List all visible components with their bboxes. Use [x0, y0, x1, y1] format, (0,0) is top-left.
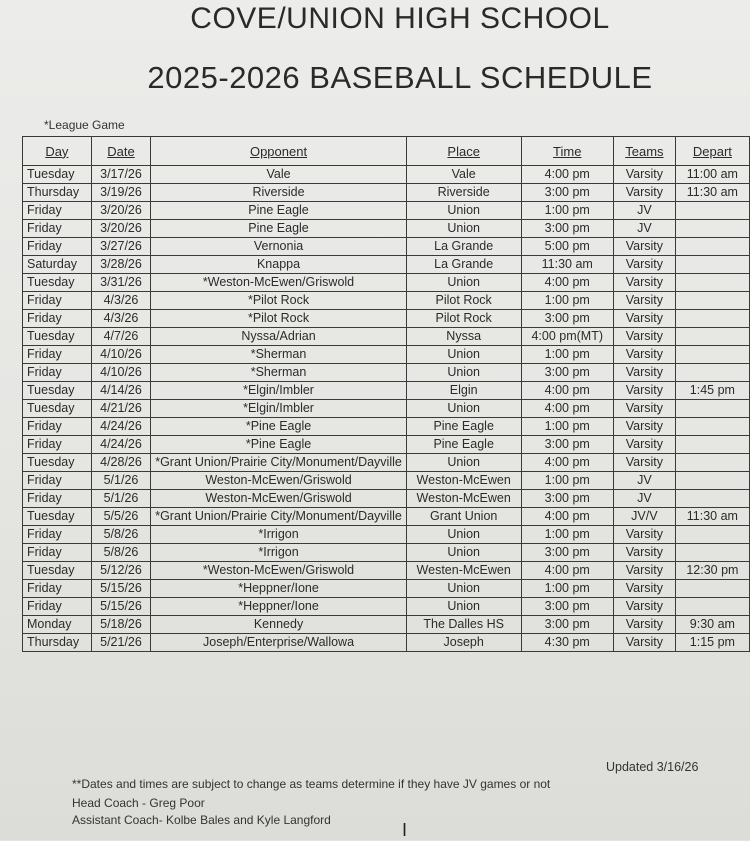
cell-teams: Varsity — [614, 526, 676, 544]
table-row — [23, 202, 750, 220]
head-coach: Head Coach - Greg Poor — [72, 796, 205, 810]
cell-place: Union — [406, 364, 521, 382]
cell-day: Tuesday — [23, 400, 92, 418]
table-row — [23, 328, 750, 346]
cell-time: 3:00 pm — [521, 184, 614, 202]
cell-time: 1:00 pm — [521, 526, 614, 544]
cell-place: Riverside — [406, 184, 521, 202]
cell-teams: Varsity — [614, 274, 676, 292]
cell-date: 4/3/26 — [91, 292, 150, 310]
cell-teams: Varsity — [614, 292, 676, 310]
cell-date: 5/5/26 — [91, 508, 150, 526]
cell-day: Friday — [23, 580, 92, 598]
cell-time: 3:00 pm — [521, 616, 614, 634]
cell-opponent: Knappa — [151, 256, 407, 274]
cell-depart — [675, 580, 749, 598]
cell-time: 3:00 pm — [521, 544, 614, 562]
cell-date: 5/1/26 — [91, 490, 150, 508]
cell-date: 4/7/26 — [91, 328, 150, 346]
cell-date: 3/31/26 — [91, 274, 150, 292]
cell-depart: 11:30 am — [675, 508, 749, 526]
cell-place: Union — [406, 202, 521, 220]
cell-day: Friday — [23, 418, 92, 436]
cell-day: Friday — [23, 238, 92, 256]
table-row — [23, 256, 750, 274]
cell-time: 1:00 pm — [521, 202, 614, 220]
text-cursor-icon: I — [402, 820, 408, 840]
cell-day: Tuesday — [23, 508, 92, 526]
cell-date: 4/10/26 — [91, 364, 150, 382]
cell-place: Westen-McEwen — [406, 562, 521, 580]
cell-depart — [675, 256, 749, 274]
cell-opponent: *Elgin/Imbler — [151, 382, 407, 400]
cell-time: 3:00 pm — [521, 310, 614, 328]
cell-date: 3/20/26 — [91, 220, 150, 238]
school-title: COVE/UNION HIGH SCHOOL — [190, 2, 610, 35]
cell-opponent: *Grant Union/Prairie City/Monument/Dayville — [151, 454, 407, 472]
cell-place: Union — [406, 598, 521, 616]
cell-teams: Varsity — [614, 310, 676, 328]
cell-teams: Varsity — [614, 634, 676, 652]
table-row — [23, 292, 750, 310]
cell-day: Friday — [23, 598, 92, 616]
cell-date: 5/1/26 — [91, 472, 150, 490]
cell-date: 4/10/26 — [91, 346, 150, 364]
cell-time: 11:30 am — [521, 256, 614, 274]
cell-opponent: *Heppner/Ione — [151, 580, 407, 598]
cell-time: 4:00 pm(MT) — [521, 328, 614, 346]
table-row — [23, 526, 750, 544]
cell-depart: 9:30 am — [675, 616, 749, 634]
cell-teams: JV — [614, 472, 676, 490]
cell-time: 4:00 pm — [521, 166, 614, 184]
cell-teams: Varsity — [614, 328, 676, 346]
cell-date: 3/27/26 — [91, 238, 150, 256]
cell-place: Weston-McEwen — [406, 472, 521, 490]
cell-time: 1:00 pm — [521, 472, 614, 490]
cell-place: Elgin — [406, 382, 521, 400]
cell-teams: Varsity — [614, 364, 676, 382]
cell-place: Joseph — [406, 634, 521, 652]
table-header-row — [23, 137, 750, 166]
table-row — [23, 598, 750, 616]
cell-place: Union — [406, 580, 521, 598]
cell-opponent: Vale — [151, 166, 407, 184]
cell-opponent: *Weston-McEwen/Griswold — [151, 274, 407, 292]
cell-teams: Varsity — [614, 400, 676, 418]
table-row — [23, 544, 750, 562]
cell-depart — [675, 238, 749, 256]
cell-place: Grant Union — [406, 508, 521, 526]
cell-depart — [675, 328, 749, 346]
cell-depart: 12:30 pm — [675, 562, 749, 580]
cell-teams: Varsity — [614, 382, 676, 400]
table-row — [23, 220, 750, 238]
cell-date: 5/18/26 — [91, 616, 150, 634]
cell-day: Tuesday — [23, 328, 92, 346]
col-header-teams: Teams — [614, 137, 676, 166]
cell-time: 4:00 pm — [521, 454, 614, 472]
table-row — [23, 364, 750, 382]
cell-depart — [675, 418, 749, 436]
cell-day: Friday — [23, 526, 92, 544]
table-row — [23, 274, 750, 292]
cell-date: 4/3/26 — [91, 310, 150, 328]
cell-depart — [675, 436, 749, 454]
table-row — [23, 310, 750, 328]
table-row — [23, 616, 750, 634]
table-row — [23, 436, 750, 454]
cell-day: Friday — [23, 436, 92, 454]
cell-day: Friday — [23, 292, 92, 310]
cell-place: Vale — [406, 166, 521, 184]
cell-opponent: Joseph/Enterprise/Wallowa — [151, 634, 407, 652]
cell-opponent: Nyssa/Adrian — [151, 328, 407, 346]
cell-depart: 1:15 pm — [675, 634, 749, 652]
cell-day: Tuesday — [23, 166, 92, 184]
cell-place: The Dalles HS — [406, 616, 521, 634]
cell-date: 3/28/26 — [91, 256, 150, 274]
cell-date: 5/15/26 — [91, 598, 150, 616]
cell-time: 5:00 pm — [521, 238, 614, 256]
cell-place: Weston-McEwen — [406, 490, 521, 508]
cell-day: Friday — [23, 490, 92, 508]
cell-day: Thursday — [23, 184, 92, 202]
cell-date: 3/19/26 — [91, 184, 150, 202]
cell-depart — [675, 346, 749, 364]
cell-date: 5/21/26 — [91, 634, 150, 652]
cell-place: Pilot Rock — [406, 292, 521, 310]
cell-place: Pilot Rock — [406, 310, 521, 328]
cell-teams: Varsity — [614, 238, 676, 256]
cell-time: 1:00 pm — [521, 580, 614, 598]
cell-time: 1:00 pm — [521, 346, 614, 364]
cell-date: 5/8/26 — [91, 544, 150, 562]
assistant-coach: Assistant Coach- Kolbe Bales and Kyle Langford — [72, 813, 331, 827]
cell-opponent: *Heppner/Ione — [151, 598, 407, 616]
table-row — [23, 238, 750, 256]
cell-date: 4/14/26 — [91, 382, 150, 400]
table-row — [23, 562, 750, 580]
cell-depart — [675, 490, 749, 508]
cell-teams: Varsity — [614, 418, 676, 436]
cell-time: 4:30 pm — [521, 634, 614, 652]
cell-day: Tuesday — [23, 382, 92, 400]
cell-opponent: *Irrigon — [151, 544, 407, 562]
cell-teams: JV — [614, 220, 676, 238]
cell-date: 5/12/26 — [91, 562, 150, 580]
table-row — [23, 454, 750, 472]
table-row — [23, 382, 750, 400]
cell-teams: Varsity — [614, 346, 676, 364]
cell-day: Friday — [23, 202, 92, 220]
league-game-note: *League Game — [44, 118, 125, 132]
cell-teams: JV — [614, 490, 676, 508]
cell-depart — [675, 274, 749, 292]
cell-day: Friday — [23, 364, 92, 382]
cell-teams: Varsity — [614, 184, 676, 202]
cell-teams: Varsity — [614, 166, 676, 184]
col-header-day: Day — [23, 137, 92, 166]
table-row — [23, 166, 750, 184]
cell-depart — [675, 598, 749, 616]
cell-depart — [675, 454, 749, 472]
cell-time: 3:00 pm — [521, 364, 614, 382]
cell-place: Union — [406, 454, 521, 472]
cell-day: Thursday — [23, 634, 92, 652]
cell-place: Pine Eagle — [406, 418, 521, 436]
cell-time: 3:00 pm — [521, 598, 614, 616]
cell-date: 4/24/26 — [91, 436, 150, 454]
cell-time: 4:00 pm — [521, 508, 614, 526]
col-header-date: Date — [91, 137, 150, 166]
col-header-opponent: Opponent — [151, 137, 407, 166]
cell-place: Union — [406, 544, 521, 562]
disclaimer-note: **Dates and times are subject to change as teams determine if they have JV games or not — [72, 777, 551, 791]
cell-day: Friday — [23, 346, 92, 364]
cell-opponent: *Pine Eagle — [151, 436, 407, 454]
cell-opponent: Riverside — [151, 184, 407, 202]
cell-time: 3:00 pm — [521, 490, 614, 508]
updated-date: Updated 3/16/26 — [606, 760, 699, 774]
cell-date: 3/17/26 — [91, 166, 150, 184]
cell-place: Union — [406, 220, 521, 238]
cell-depart — [675, 364, 749, 382]
cell-opponent: *Sherman — [151, 346, 407, 364]
cell-place: Union — [406, 274, 521, 292]
cell-teams: JV — [614, 202, 676, 220]
cell-date: 5/8/26 — [91, 526, 150, 544]
cell-date: 3/20/26 — [91, 202, 150, 220]
cell-time: 3:00 pm — [521, 436, 614, 454]
table-row — [23, 634, 750, 652]
cell-date: 4/28/26 — [91, 454, 150, 472]
cell-opponent: *Grant Union/Prairie City/Monument/Dayville — [151, 508, 407, 526]
cell-day: Tuesday — [23, 274, 92, 292]
cell-teams: Varsity — [614, 598, 676, 616]
cell-depart — [675, 220, 749, 238]
cell-day: Friday — [23, 310, 92, 328]
cell-day: Friday — [23, 544, 92, 562]
cell-teams: Varsity — [614, 454, 676, 472]
cell-depart — [675, 400, 749, 418]
cell-time: 4:00 pm — [521, 400, 614, 418]
cell-depart — [675, 292, 749, 310]
cell-time: 3:00 pm — [521, 220, 614, 238]
cell-depart — [675, 526, 749, 544]
cell-date: 4/24/26 — [91, 418, 150, 436]
cell-teams: Varsity — [614, 256, 676, 274]
cell-day: Monday — [23, 616, 92, 634]
table-row — [23, 346, 750, 364]
cell-opponent: *Elgin/Imbler — [151, 400, 407, 418]
cell-place: Union — [406, 526, 521, 544]
cell-time: 4:00 pm — [521, 382, 614, 400]
cell-depart: 1:45 pm — [675, 382, 749, 400]
cell-opponent: *Pilot Rock — [151, 310, 407, 328]
cell-place: La Grande — [406, 238, 521, 256]
cell-opponent: Weston-McEwen/Griswold — [151, 490, 407, 508]
cell-day: Tuesday — [23, 562, 92, 580]
col-header-place: Place — [406, 137, 521, 166]
table-row — [23, 472, 750, 490]
cell-teams: Varsity — [614, 562, 676, 580]
cell-depart — [675, 472, 749, 490]
cell-day: Tuesday — [23, 454, 92, 472]
cell-teams: Varsity — [614, 616, 676, 634]
cell-place: Union — [406, 346, 521, 364]
table-row — [23, 400, 750, 418]
cell-teams: JV/V — [614, 508, 676, 526]
col-header-time: Time — [521, 137, 614, 166]
cell-opponent: Weston-McEwen/Griswold — [151, 472, 407, 490]
cell-depart — [675, 202, 749, 220]
cell-time: 4:00 pm — [521, 562, 614, 580]
cell-opponent: Kennedy — [151, 616, 407, 634]
table-row — [23, 418, 750, 436]
table-row — [23, 184, 750, 202]
cell-depart: 11:30 am — [675, 184, 749, 202]
cell-day: Saturday — [23, 256, 92, 274]
cell-opponent: *Sherman — [151, 364, 407, 382]
cell-opponent: *Weston-McEwen/Griswold — [151, 562, 407, 580]
cell-opponent: *Pine Eagle — [151, 418, 407, 436]
cell-teams: Varsity — [614, 544, 676, 562]
schedule-table — [22, 136, 750, 652]
cell-opponent: *Pilot Rock — [151, 292, 407, 310]
cell-day: Friday — [23, 220, 92, 238]
cell-opponent: Pine Eagle — [151, 202, 407, 220]
cell-place: Pine Eagle — [406, 436, 521, 454]
cell-place: Nyssa — [406, 328, 521, 346]
cell-place: Union — [406, 400, 521, 418]
table-row — [23, 490, 750, 508]
cell-depart — [675, 544, 749, 562]
cell-teams: Varsity — [614, 436, 676, 454]
cell-date: 5/15/26 — [91, 580, 150, 598]
cell-time: 4:00 pm — [521, 274, 614, 292]
cell-depart — [675, 310, 749, 328]
cell-opponent: Vernonia — [151, 238, 407, 256]
cell-day: Friday — [23, 472, 92, 490]
cell-teams: Varsity — [614, 580, 676, 598]
cell-opponent: *Irrigon — [151, 526, 407, 544]
schedule-title: 2025-2026 BASEBALL SCHEDULE — [147, 60, 653, 95]
table-row — [23, 508, 750, 526]
table-row — [23, 580, 750, 598]
cell-depart: 11:00 am — [675, 166, 749, 184]
cell-date: 4/21/26 — [91, 400, 150, 418]
cell-opponent: Pine Eagle — [151, 220, 407, 238]
cell-place: La Grande — [406, 256, 521, 274]
col-header-depart: Depart — [675, 137, 749, 166]
cell-time: 1:00 pm — [521, 418, 614, 436]
cell-time: 1:00 pm — [521, 292, 614, 310]
